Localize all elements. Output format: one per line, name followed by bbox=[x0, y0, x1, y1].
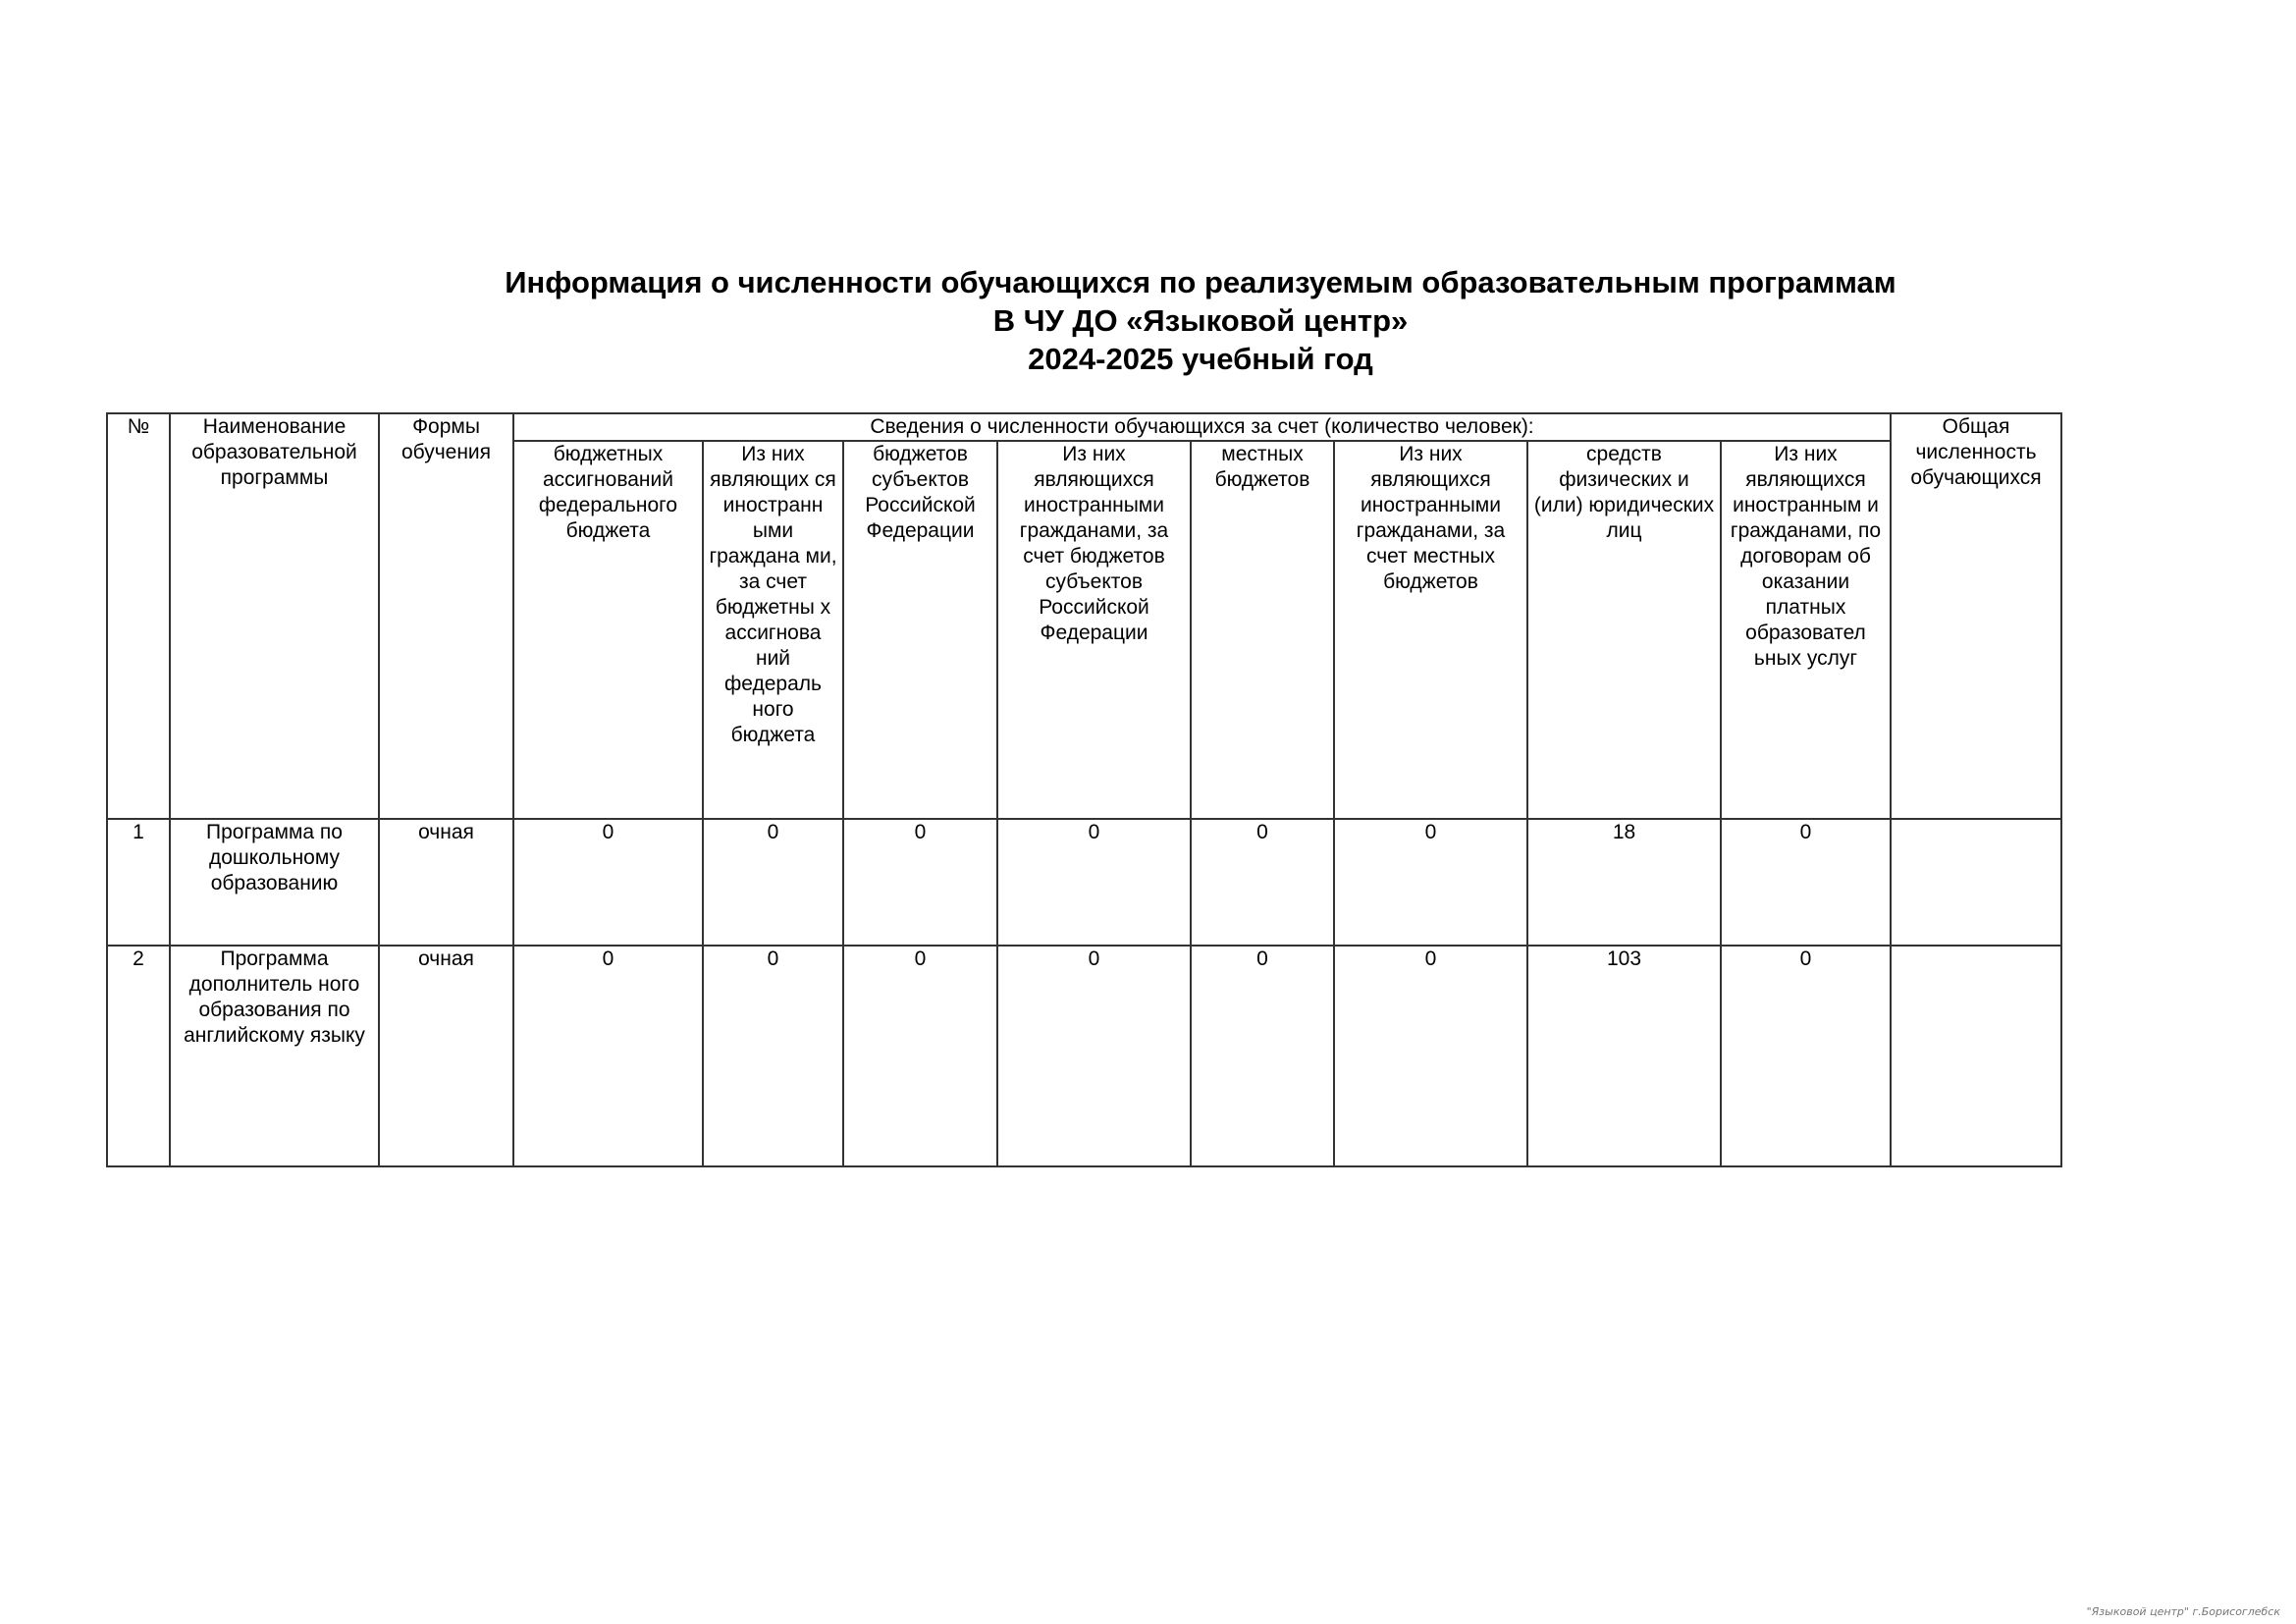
value-total bbox=[1891, 819, 2061, 946]
value-federal-budget-foreign: 0 bbox=[703, 819, 843, 946]
header-regional-budget-foreign: Из них являющихся иностранными гражданами, за счет бюджетов субъектов Российской Федерации bbox=[997, 441, 1191, 819]
header-local-budget-foreign: Из них являющихся иностранными гражданами, за счет местных бюджетов bbox=[1334, 441, 1527, 819]
title-line-1: Информация о численности обучающихся по реализуемым образовательным программам bbox=[505, 265, 1896, 299]
header-paid-services: средств физических и (или) юридических лиц bbox=[1527, 441, 1721, 819]
value-regional-budget-foreign: 0 bbox=[997, 819, 1191, 946]
value-paid-services: 103 bbox=[1527, 946, 1721, 1166]
header-row bbox=[107, 413, 2061, 441]
value-local-budget-foreign: 0 bbox=[1334, 946, 1527, 1166]
header-local-budget: местных бюджетов bbox=[1191, 441, 1334, 819]
value-total bbox=[1891, 946, 2061, 1166]
program-name: Программа по дошкольному образованию bbox=[170, 819, 379, 946]
value-regional-budget: 0 bbox=[843, 946, 997, 1166]
header-form: Формы обучения bbox=[379, 413, 513, 819]
study-form: очная bbox=[379, 946, 513, 1166]
value-paid-services: 18 bbox=[1527, 819, 1721, 946]
header-funding-group: Сведения о численности обучающихся за счет (количество человек): bbox=[513, 413, 1891, 441]
header-program: Наименование образовательной программы bbox=[170, 413, 379, 819]
header-regional-budget: бюджетов субъектов Российской Федерации bbox=[843, 441, 997, 819]
footer-watermark: "Языковой центр" г.Борисоглебск bbox=[2086, 1605, 2280, 1618]
value-federal-budget-foreign: 0 bbox=[703, 946, 843, 1166]
header-federal-budget-foreign: Из них являющих ся иностранн ыми граждана ми, за счет бюджетны х ассигнова ний федераль ного бюджета bbox=[703, 441, 843, 819]
title-line-3: 2024-2025 учебный год bbox=[1028, 342, 1373, 376]
value-federal-budget: 0 bbox=[513, 819, 703, 946]
value-regional-budget-foreign: 0 bbox=[997, 946, 1191, 1166]
value-federal-budget: 0 bbox=[513, 946, 703, 1166]
table-row bbox=[107, 819, 2061, 946]
value-paid-services-foreign: 0 bbox=[1721, 819, 1891, 946]
students-count-table bbox=[106, 412, 2062, 1167]
table-row bbox=[107, 946, 2061, 1166]
document-title bbox=[106, 263, 2295, 378]
title-line-2: В ЧУ ДО «Языковой центр» bbox=[992, 303, 1409, 338]
value-regional-budget: 0 bbox=[843, 819, 997, 946]
value-local-budget: 0 bbox=[1191, 946, 1334, 1166]
study-form: очная bbox=[379, 819, 513, 946]
value-local-budget: 0 bbox=[1191, 819, 1334, 946]
row-number: 1 bbox=[107, 819, 170, 946]
header-total: Общая численность обучающихся bbox=[1891, 413, 2061, 819]
header-number: № bbox=[107, 413, 170, 819]
value-local-budget-foreign: 0 bbox=[1334, 819, 1527, 946]
row-number: 2 bbox=[107, 946, 170, 1166]
header-federal-budget: бюджетных ассигнований федерального бюджета bbox=[513, 441, 703, 819]
program-name: Программа дополнитель ного образования по английскому языку bbox=[170, 946, 379, 1166]
value-paid-services-foreign: 0 bbox=[1721, 946, 1891, 1166]
header-paid-services-foreign: Из них являющихся иностранным и гражданами, по договорам об оказании платных образовател ьных услуг bbox=[1721, 441, 1891, 819]
